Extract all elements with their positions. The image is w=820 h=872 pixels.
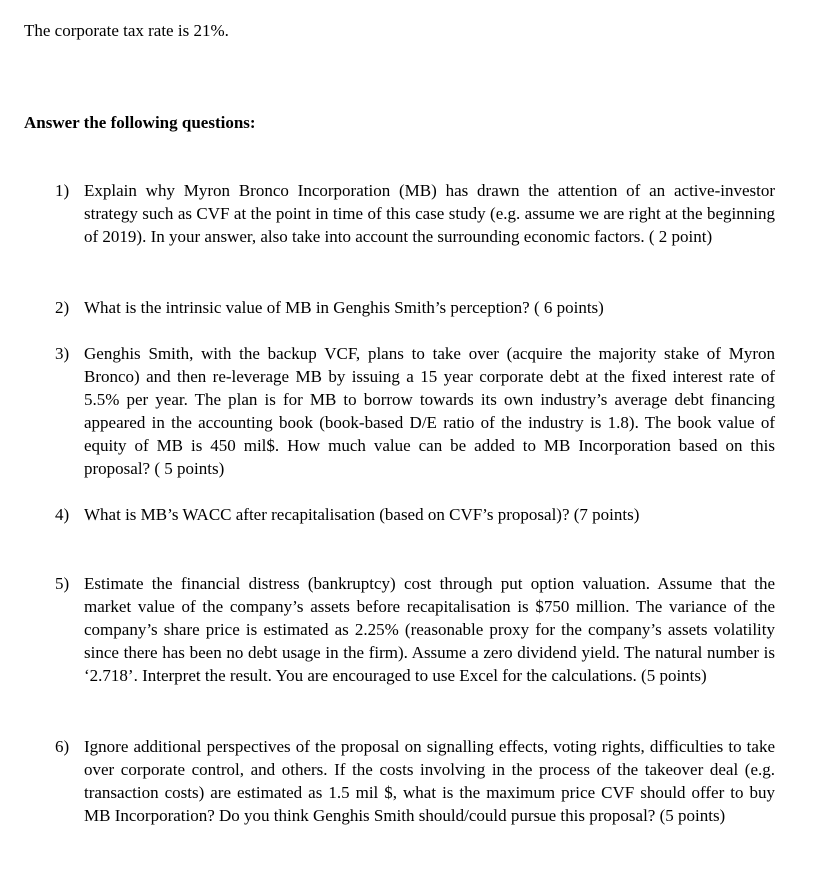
question-item — [55, 735, 775, 827]
question-number: 4) — [55, 505, 70, 524]
question-text: What is the intrinsic value of MB in Genghis Smith’s perception? ( 6 points) — [84, 298, 604, 317]
question-number: 1) — [55, 181, 70, 200]
question-text: Explain why Myron Bronco Incorporation (MB) has drawn the attention of an active-investor strategy such as CVF at the point in time of this case study (e.g. assume we are right at the beginning of 2019). In your answer, also take into account the surrounding economic factors. ( 2 point) — [84, 181, 775, 246]
question-item — [55, 179, 775, 248]
question-number: 5) — [55, 574, 70, 593]
tax-rate-note: The corporate tax rate is 21%. — [24, 21, 229, 40]
question-text: Estimate the financial distress (bankruptcy) cost through put option valuation. Assume that the market value of the company’s assets before recapitalisation is $750 million. The variance of the company’s share price is estimated as 2.25% (reasonable proxy for the company’s assets volatility since there has been no debt usage in the firm). Assume a zero dividend yield. The natural number is ‘2.718’. Interpret the result. You are encouraged to use Excel for the calculations. (5 points) — [84, 574, 775, 685]
question-item — [55, 342, 775, 480]
question-number: 2) — [55, 298, 70, 317]
question-text: What is MB’s WACC after recapitalisation (based on CVF’s proposal)? (7 points) — [84, 505, 640, 524]
question-item — [55, 572, 775, 687]
question-text: Genghis Smith, with the backup VCF, plans to take over (acquire the majority stake of Myron Bronco) and then re-leverage MB by issuing a 15 year corporate debt at the fixed interest rate of 5.5% per year. The plan is for MB to borrow towards its own industry’s average debt financing appeared in the accounting book (book-based D/E ratio of the industry is 1.8). The book value of equity of MB is 450 mil$. How much value can be added to MB Incorporation based on this proposal? ( 5 points) — [84, 344, 775, 478]
questions-heading: Answer the following questions: — [24, 113, 256, 132]
question-text: Ignore additional perspectives of the proposal on signalling effects, voting rights, difficulties to take over corporate control, and others. If the costs involving in the process of the takeover deal (e.g. transaction costs) are estimated as 1.5 mil $, what is the maximum price CVF should offer to buy MB Incorporation? Do you think Genghis Smith should/could pursue this proposal? (5 points) — [84, 737, 775, 825]
question-item — [55, 296, 775, 319]
question-number: 6) — [55, 737, 70, 756]
question-item — [55, 503, 775, 526]
question-number: 3) — [55, 344, 70, 363]
